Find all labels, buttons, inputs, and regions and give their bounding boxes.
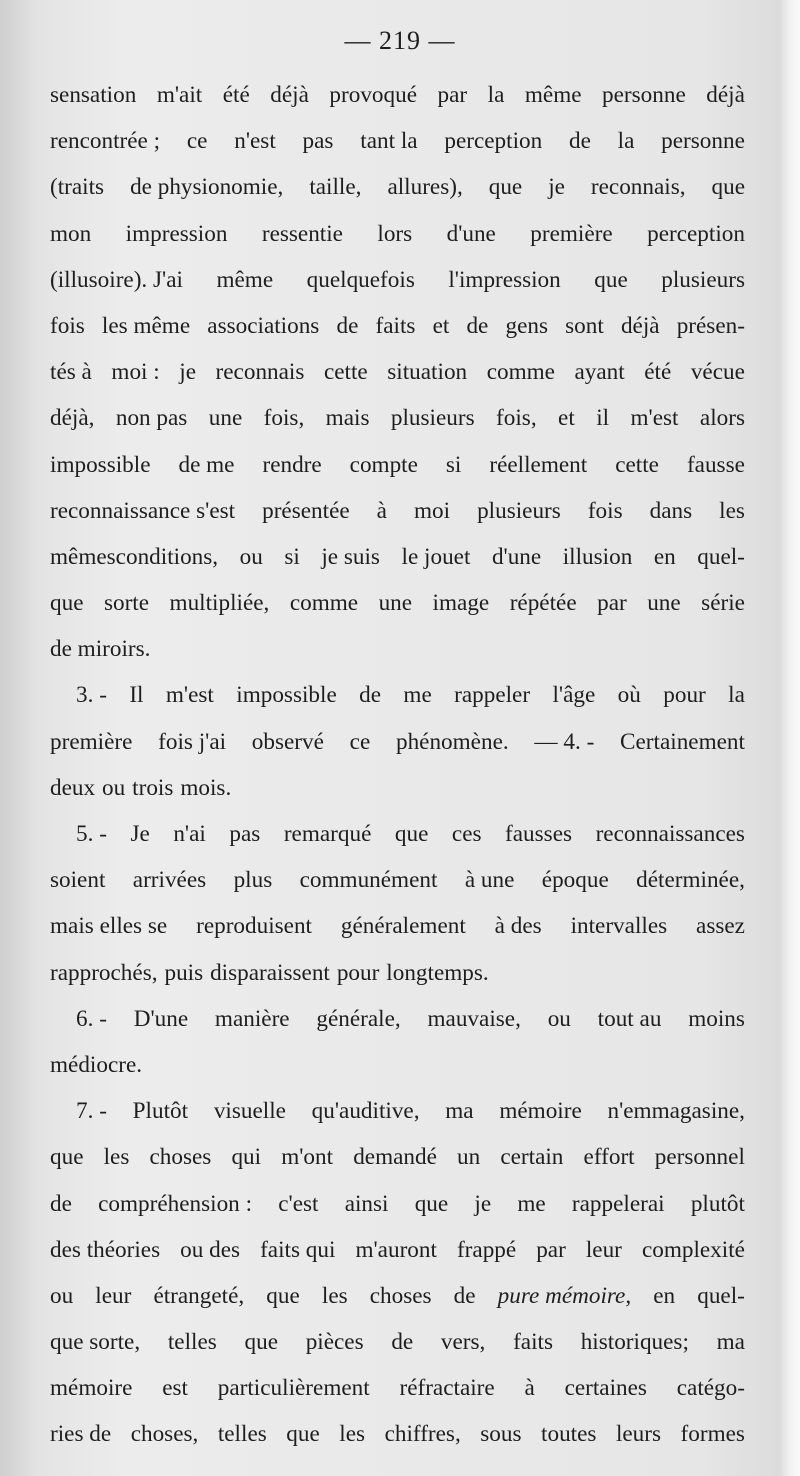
word: les même <box>101 312 191 339</box>
word: que <box>266 1282 300 1309</box>
word: perception <box>444 128 543 155</box>
word: (traits <box>50 174 105 201</box>
word: un <box>457 1144 481 1171</box>
word: compréhension : <box>98 1190 253 1217</box>
word: par <box>597 590 627 617</box>
word: perception <box>647 220 745 247</box>
word: lors <box>377 220 413 247</box>
text-line <box>50 719 745 765</box>
italic-word: pure mémoire, <box>497 1282 632 1309</box>
word: je <box>474 1190 492 1217</box>
word: déjà <box>706 82 745 108</box>
word: disparaissent <box>210 959 330 986</box>
word: de <box>50 1190 72 1217</box>
word: — 4. - <box>534 728 595 755</box>
word: associations <box>207 312 320 339</box>
word: quel- <box>697 1282 745 1309</box>
word: ainsi <box>344 1190 389 1217</box>
word: que <box>394 821 429 847</box>
word: vers, <box>440 1329 486 1356</box>
text-line <box>50 1411 745 1457</box>
word: d'une <box>446 220 496 247</box>
word: choses, <box>130 1421 199 1448</box>
word: que <box>488 174 523 201</box>
word: dans <box>649 497 693 524</box>
word: de <box>391 1329 414 1356</box>
word: manière <box>214 1005 290 1032</box>
word: d'une <box>491 543 542 570</box>
page-number: — 219 — <box>344 26 456 55</box>
word: plus <box>233 867 273 894</box>
word: assez <box>696 913 745 940</box>
word: que <box>244 1329 278 1356</box>
word: me <box>403 682 432 709</box>
word: les <box>103 1144 130 1171</box>
word: D'une <box>133 1005 189 1032</box>
word: à <box>376 497 387 524</box>
word: n'ai <box>173 821 206 847</box>
word: m'ait <box>156 82 203 108</box>
word: sous <box>480 1421 522 1448</box>
word: rappelerai <box>571 1190 665 1217</box>
word: phénomène. <box>395 728 509 755</box>
word: choses <box>369 1282 432 1309</box>
word: pièces <box>305 1329 364 1356</box>
word: de <box>453 1282 476 1309</box>
word: trois <box>132 774 174 801</box>
word: ma <box>716 1329 745 1356</box>
word: l'âge <box>552 682 596 709</box>
word: telles <box>167 1329 217 1356</box>
word: première <box>530 220 613 247</box>
word: impossible <box>50 451 151 478</box>
word: catégo- <box>676 1375 745 1402</box>
word: rappeler <box>454 682 531 709</box>
word: pour <box>336 959 380 986</box>
word: je <box>179 359 196 386</box>
word: sensation <box>50 82 137 108</box>
word: fois, <box>496 405 537 432</box>
word: l'impression <box>448 266 561 293</box>
word: fois j'ai <box>158 728 227 755</box>
word: les <box>719 497 745 524</box>
word: mois. <box>180 774 232 801</box>
word: en <box>653 1282 676 1309</box>
word: où <box>617 682 641 709</box>
word: je suis <box>321 543 380 570</box>
word: étrangeté, <box>153 1282 245 1309</box>
word: remarqué <box>283 821 372 847</box>
word: que <box>711 174 745 201</box>
word: de <box>466 312 489 339</box>
word: je <box>548 174 565 201</box>
word: soient <box>50 867 106 894</box>
word: sont <box>565 312 604 339</box>
text-line <box>50 349 745 395</box>
text-line <box>50 811 745 857</box>
word: à <box>524 1375 535 1402</box>
word: arrivées <box>132 867 207 894</box>
word: ou <box>547 1005 571 1032</box>
word: de physionomie, <box>130 174 284 201</box>
word: époque <box>541 867 609 894</box>
word: n'est <box>234 128 276 155</box>
word: ou des <box>180 1236 241 1263</box>
word: historiques; <box>580 1329 689 1356</box>
word: m'auront <box>355 1236 437 1263</box>
word: c'est <box>278 1190 319 1217</box>
word: reconnais, <box>590 174 686 201</box>
text-line <box>50 534 745 580</box>
word: ce <box>186 128 208 155</box>
word: la <box>728 682 745 709</box>
word: réellement <box>489 451 588 478</box>
word: pas <box>302 128 334 155</box>
word: déjà, <box>50 405 95 432</box>
word: mon <box>50 220 92 247</box>
text-line <box>50 1042 745 1088</box>
text-line <box>50 442 745 488</box>
text-line <box>50 1181 745 1227</box>
word: de <box>336 312 359 339</box>
word: présentée <box>262 497 350 524</box>
text-line <box>50 303 745 349</box>
text-line <box>50 1273 745 1319</box>
word: cette <box>323 359 368 386</box>
word: reconnaissances <box>595 821 745 847</box>
word: situation <box>387 359 468 386</box>
word: certaines <box>564 1375 647 1402</box>
word: de me <box>178 451 235 478</box>
word: Il <box>129 682 144 709</box>
text-line <box>50 118 745 164</box>
word: faits qui <box>260 1236 336 1263</box>
word: déjà <box>620 312 660 339</box>
word: certain <box>500 1144 564 1171</box>
word: Je <box>130 821 150 847</box>
word: médiocre. <box>50 1051 143 1078</box>
word: mémoire <box>499 1098 582 1125</box>
word: comme <box>486 359 555 386</box>
word: 6. - <box>76 1005 107 1032</box>
word: Certainement <box>620 728 745 755</box>
word: choses <box>149 1144 212 1171</box>
word: complexité <box>641 1236 745 1263</box>
text-line <box>50 1227 745 1273</box>
word: plusieurs <box>477 497 561 524</box>
word: faits <box>375 312 416 339</box>
word: formes <box>680 1421 745 1448</box>
word: qu'auditive, <box>311 1098 420 1125</box>
word: fois <box>587 497 623 524</box>
word: provoqué <box>329 82 417 108</box>
word: tant la <box>360 128 418 155</box>
word: puis <box>164 959 204 986</box>
text-line <box>50 257 745 303</box>
word: reproduisent <box>196 913 312 940</box>
word: observé <box>251 728 324 755</box>
word: pas <box>229 821 261 847</box>
word: deux <box>50 774 96 801</box>
word: personne <box>661 128 745 155</box>
word: fausses <box>505 821 573 847</box>
word: la <box>617 128 635 155</box>
word: fausse <box>686 451 745 478</box>
word: plutôt <box>690 1190 745 1217</box>
word: et <box>558 405 575 432</box>
word: quel- <box>697 543 745 570</box>
text-line <box>50 626 745 672</box>
word: mauvaise, <box>427 1005 521 1032</box>
word: ce <box>349 728 371 755</box>
word: mais elles se <box>50 913 168 940</box>
word: pour <box>663 682 706 709</box>
word: communément <box>299 867 438 894</box>
word: (illusoire). J'ai <box>50 266 183 293</box>
text-line <box>50 164 745 210</box>
word: à des <box>494 913 542 940</box>
word: reconnaissance s'est <box>50 497 236 524</box>
word: qui <box>231 1144 262 1171</box>
word: même <box>524 82 582 108</box>
word: gens <box>505 312 548 339</box>
word: personnel <box>654 1144 745 1171</box>
word: taille, <box>309 174 362 201</box>
text-line <box>50 857 745 903</box>
word: présen- <box>676 312 745 339</box>
word: tés à <box>50 359 92 386</box>
word: allures), <box>387 174 463 201</box>
word: la <box>487 82 505 108</box>
word: par <box>536 1236 566 1263</box>
word: image <box>432 590 490 617</box>
word: même <box>216 266 274 293</box>
word: ressentie <box>261 220 343 247</box>
word: faits <box>513 1329 553 1356</box>
word: généralement <box>340 913 466 940</box>
word: il <box>596 405 610 432</box>
text-line <box>50 1088 745 1134</box>
word: 7. - <box>76 1098 107 1125</box>
word: multipliée, <box>169 590 270 617</box>
word: première <box>50 728 133 755</box>
word: générale, <box>316 1005 401 1032</box>
word: si <box>284 543 300 570</box>
word: de <box>359 682 382 709</box>
word: impression <box>125 220 228 247</box>
word: visuelle <box>213 1098 286 1125</box>
word: illusion <box>562 543 633 570</box>
word: des théories <box>50 1236 161 1263</box>
word: ou <box>239 543 263 570</box>
word: le jouet <box>401 543 471 570</box>
word: rencontrée ; <box>50 128 161 155</box>
word: moi <box>413 497 451 524</box>
word: frappé <box>456 1236 517 1263</box>
word: non pas <box>115 405 188 432</box>
word: fois <box>50 312 85 339</box>
word: réfractaire <box>399 1375 495 1402</box>
word: été <box>222 82 250 108</box>
word: une <box>647 590 681 617</box>
word: que <box>414 1190 449 1217</box>
word: une <box>208 405 243 432</box>
word: moins <box>688 1005 745 1032</box>
word: que sorte, <box>50 1329 141 1356</box>
word: rendre <box>262 451 322 478</box>
word: quelquefois <box>306 266 415 293</box>
text-line <box>50 395 745 441</box>
word: effort <box>583 1144 635 1171</box>
word: les <box>321 1282 348 1309</box>
word: personne <box>602 82 686 108</box>
word: ma <box>445 1098 474 1125</box>
word: sorte <box>103 590 150 617</box>
text-line <box>50 211 745 257</box>
word: vécue <box>690 359 745 386</box>
word: rapprochés, <box>50 959 158 986</box>
word: que <box>50 1144 84 1171</box>
word: 5. - <box>76 821 107 847</box>
word: compte <box>349 451 418 478</box>
word: moi : <box>111 359 160 386</box>
word: en <box>653 543 676 570</box>
word: Plutôt <box>132 1098 189 1125</box>
word: leur <box>95 1282 132 1309</box>
word: répétée <box>509 590 577 617</box>
word: cette <box>615 451 659 478</box>
text-line <box>50 488 745 534</box>
text-line <box>50 1319 745 1365</box>
text-line <box>50 903 745 949</box>
word: demandé <box>353 1144 437 1171</box>
word: les <box>339 1421 366 1448</box>
body-text <box>50 72 745 1458</box>
word: ayant <box>574 359 625 386</box>
word: telles <box>217 1421 267 1448</box>
word: de <box>568 128 591 155</box>
text-line <box>50 72 745 118</box>
word: mémoire <box>50 1375 133 1402</box>
word: été <box>644 359 672 386</box>
word: plusieurs <box>390 405 475 432</box>
word: que <box>50 590 84 617</box>
word: ou <box>50 1282 74 1309</box>
word: ces <box>451 821 482 847</box>
word: mêmesconditions, <box>50 543 219 570</box>
word: reconnais <box>215 359 305 386</box>
word: et <box>432 312 450 339</box>
word: particulièrement <box>217 1375 370 1402</box>
word: une <box>378 590 413 617</box>
word: chiffres, <box>384 1421 461 1448</box>
word: n'emmagasine, <box>607 1098 745 1125</box>
word: plusieurs <box>661 266 745 293</box>
word: ou <box>102 774 126 801</box>
word: longtemps. <box>386 959 489 986</box>
word: par <box>437 82 468 108</box>
text-line <box>50 950 745 996</box>
text-line <box>50 1134 745 1180</box>
word: ries de <box>50 1421 112 1448</box>
word: impossible <box>236 682 337 709</box>
word: leurs <box>615 1421 662 1448</box>
word: si <box>445 451 462 478</box>
word: que <box>594 266 628 293</box>
text-line <box>50 580 745 626</box>
word: de miroirs. <box>50 636 151 663</box>
word: m'ont <box>281 1144 334 1171</box>
word: que <box>286 1421 320 1448</box>
word: intervalles <box>570 913 668 940</box>
word: série <box>701 590 745 617</box>
word: comme <box>289 590 359 617</box>
word: leur <box>585 1236 622 1263</box>
word: déterminée, <box>636 867 745 894</box>
word: tout au <box>597 1005 662 1032</box>
word: mais <box>325 405 370 432</box>
word: 3. - <box>76 682 107 709</box>
word: fois, <box>263 405 305 432</box>
text-line <box>50 765 745 811</box>
word: toutes <box>541 1421 597 1448</box>
word: m'est <box>165 682 214 709</box>
word: m'est <box>630 405 679 432</box>
word: est <box>162 1375 188 1402</box>
word: alors <box>699 405 745 432</box>
word: déjà <box>270 82 309 108</box>
word: à une <box>464 867 515 894</box>
text-line <box>50 1365 745 1411</box>
text-line <box>50 996 745 1042</box>
word: me <box>517 1190 546 1217</box>
text-line <box>50 672 745 718</box>
